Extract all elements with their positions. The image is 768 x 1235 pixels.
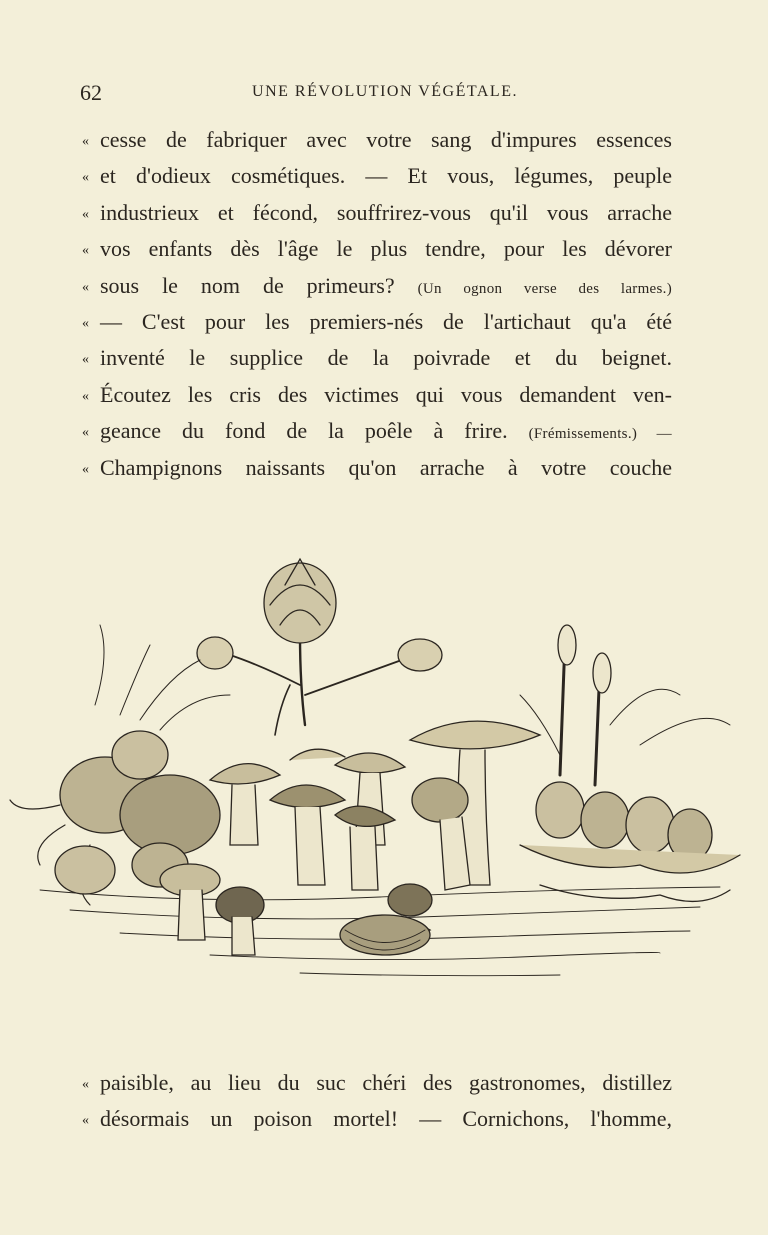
line-text: sous le nom de primeurs? [100,272,418,298]
quote-mark: « [82,315,89,331]
line-text: Écoutez les cris des victimes qui vous demandent ven- [100,381,672,407]
page-header [80,80,690,110]
quote-mark: « [82,1077,89,1092]
text-line [82,413,672,449]
quote-mark: « [82,206,89,222]
turnip-group-left [10,625,230,905]
line-text: Champignons naissants qu'on arrache à votre couche [100,454,672,480]
stage-direction: (Un ognon verse des larmes.) [417,280,672,297]
line-text: — C'est pour les premiers-nés de l'artichaut qu'a été [100,308,672,334]
text-line [82,1065,672,1101]
text-line [82,377,672,413]
mushroom-group [160,721,540,955]
vegetable-revolution-illustration [0,545,768,1015]
text-line [82,340,672,376]
line-text: inventé le supplice de la poivrade et du beignet. [100,345,672,371]
line-text: cesse de fabriquer avec votre sang d'impures essences [100,127,672,152]
quote-mark: « [82,352,89,368]
quote-mark: « [82,170,89,186]
line-text: industrieux et fécond, souffrirez-vous qu'il vous arrache [100,199,672,225]
text-line [82,268,672,304]
text-line [82,158,672,194]
body-text-top [82,122,672,486]
text-line [82,1101,672,1137]
text-line [82,122,672,158]
line-text: désormais un poison mortel! — Cornichons, l'homme, [100,1106,672,1132]
text-line [82,195,672,231]
stage-direction: (Frémissements.) — [528,426,672,443]
text-line [82,304,672,340]
running-title: UNE RÉVOLUTION VÉGÉTALE. [252,83,518,100]
line-text: geance du fond de la poêle à frire. [100,418,529,444]
quote-mark: « [82,134,89,149]
quote-mark: « [82,1113,89,1129]
line-text: et d'odieux cosmétiques. — Et vous, légumes, peuple [100,163,672,189]
line-text: vos enfants dès l'âge le plus tendre, pour les dévorer [100,236,672,262]
text-line [82,231,672,267]
quote-mark: « [82,388,89,404]
nest-basket [340,915,430,955]
page-number: 62 [80,80,102,105]
quote-mark: « [82,279,89,295]
asparagus-radish-group-right [520,625,740,901]
quote-mark: « [82,243,89,259]
quote-mark: « [82,425,89,441]
quote-mark: « [82,461,89,477]
line-text: paisible, au lieu du suc chéri des gastronomes, distillez [100,1070,672,1095]
body-text-bottom [82,1065,672,1138]
artichoke-figure [197,559,442,735]
text-line [82,450,672,486]
